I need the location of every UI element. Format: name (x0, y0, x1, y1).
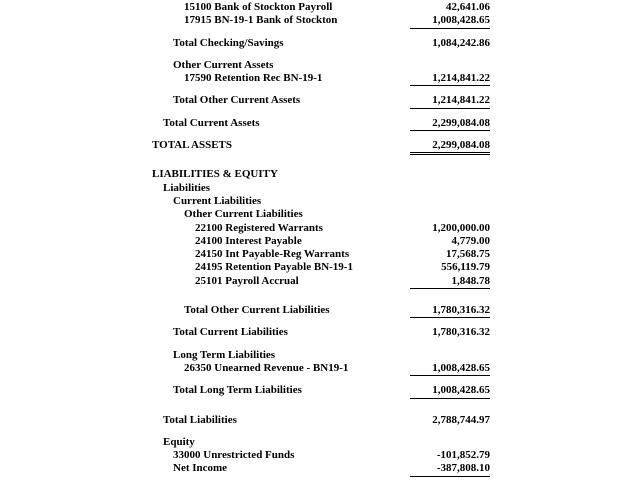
report-row (0, 436, 640, 449)
amount-value: 556,119.79 (441, 261, 490, 274)
account-label: Liabilities (163, 181, 211, 194)
account-label: Total Liabilities (163, 413, 237, 426)
account-label: 24150 Int Payable-Reg Warrants (195, 248, 350, 261)
report-row (0, 349, 640, 362)
report-row (0, 117, 640, 130)
report-row (0, 59, 640, 72)
amount-value: 1,008,428.65 (410, 384, 490, 398)
account-label: Current Liabilities (173, 194, 262, 207)
account-label: Net Income (173, 462, 228, 475)
report-row (0, 248, 640, 261)
amount-value: 2,788,744.97 (432, 413, 490, 426)
report-row (0, 139, 640, 152)
account-label: 26350 Unearned Revenue - BN19-1 (184, 361, 349, 374)
amount-value: 2,299,084.08 (410, 117, 490, 131)
amount-value: 42,641.06 (446, 1, 490, 13)
amount-value: 17,568.75 (446, 248, 490, 261)
report-row (0, 414, 640, 427)
report-row (0, 208, 640, 221)
amount-value: 2,299,084.08 (410, 139, 490, 155)
report-row (0, 304, 640, 317)
amount-value: 1,214,841.22 (410, 72, 490, 86)
report-row (0, 275, 640, 288)
report-row (0, 1, 640, 14)
report-row (0, 449, 640, 462)
account-label: 24195 Retention Payable BN-19-1 (195, 261, 353, 274)
account-label: 33000 Unrestricted Funds (173, 449, 295, 462)
account-label: 24100 Interest Payable (195, 234, 302, 247)
report-row (0, 235, 640, 248)
account-label: Total Other Current Liabilities (184, 304, 330, 317)
amount-value: 1,008,428.65 (410, 14, 490, 28)
report-row (0, 182, 640, 195)
report-row (0, 326, 640, 339)
report-row (0, 37, 640, 50)
report-row (0, 362, 640, 375)
amount-value: 1,200,000.00 (432, 221, 490, 234)
account-label: Total Checking/Savings (173, 36, 284, 49)
account-label: TOTAL ASSETS (152, 139, 233, 152)
account-label: Total Current Assets (163, 116, 260, 129)
account-label: Other Current Liabilities (184, 208, 303, 221)
account-label: Other Current Assets (173, 58, 274, 71)
report-row (0, 168, 640, 181)
report-rows (0, 1, 640, 476)
report-row (0, 72, 640, 85)
account-label: 15100 Bank of Stockton Payroll (184, 1, 333, 13)
amount-value: 4,779.00 (451, 234, 490, 247)
amount-value: -387,808.10 (410, 462, 490, 476)
report-row (0, 384, 640, 397)
account-label: Long Term Liabilities (173, 348, 276, 361)
report-row (0, 195, 640, 208)
account-label: 22100 Registered Warrants (195, 221, 323, 234)
report-row (0, 261, 640, 274)
account-label: LIABILITIES & EQUITY (152, 168, 278, 181)
report-row (0, 14, 640, 27)
account-label: 25101 Payroll Accrual (195, 274, 299, 287)
report-row (0, 94, 640, 107)
amount-value: 1,780,316.32 (432, 326, 490, 339)
amount-value: 1,008,428.65 (410, 362, 490, 376)
report-row (0, 222, 640, 235)
account-label: 17915 BN-19-1 Bank of Stockton (184, 14, 338, 27)
amount-value: 1,084,242.86 (432, 36, 490, 49)
account-label: Total Long Term Liabilities (173, 384, 302, 397)
account-label: 17590 Retention Rec BN-19-1 (184, 72, 323, 85)
amount-value: -101,852.79 (436, 449, 490, 462)
amount-value: 1,214,841.22 (410, 94, 490, 108)
amount-value: 1,780,316.32 (410, 304, 490, 318)
account-label: Equity (163, 435, 195, 448)
account-label: Total Current Liabilities (173, 326, 288, 339)
amount-value: 1,848.78 (410, 275, 490, 289)
report-row (0, 462, 640, 475)
account-label: Total Other Current Assets (173, 94, 301, 107)
